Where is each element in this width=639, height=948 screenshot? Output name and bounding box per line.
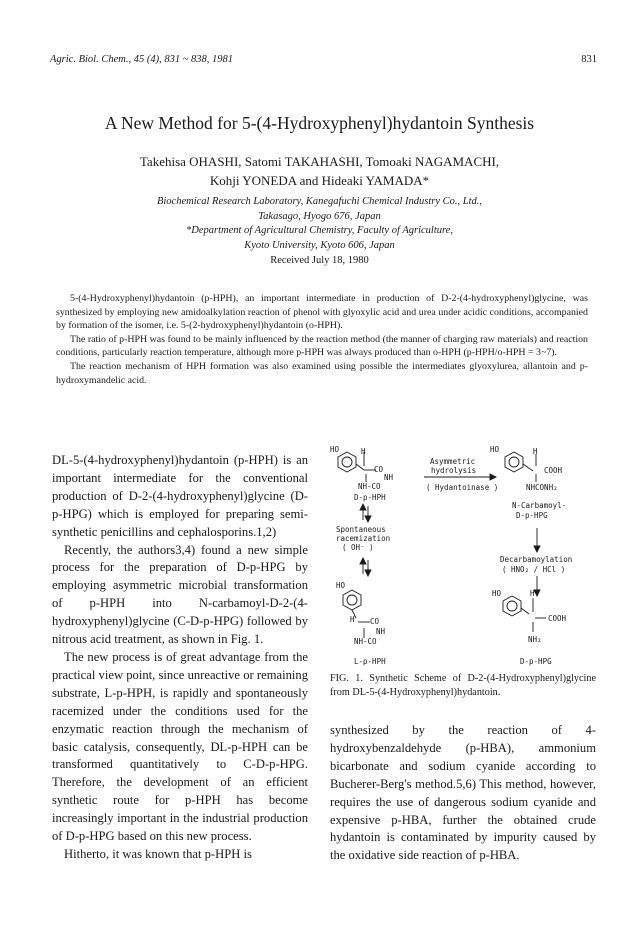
label-ncarbamoyl-dphpg: D-p-HPG — [516, 511, 548, 520]
abstract — [56, 292, 588, 387]
body-right-paragraph-1: synthesized by the reaction of 4-hydroxybenzaldehyde (p-HBA), ammonium bicarbonate and sodium cyanide according to Bucherer-Berg's method.5,6) This method, however, requires the use of dangerous sodium cyanide and expensive p-HBA, further the obtained crude hydantoin is contaminated by impurity caused by the oxidative side reaction of p-HBA. — [330, 723, 596, 863]
label-lphph: L-p-HPH — [354, 657, 386, 666]
affiliation-line-1: Biochemical Research Laboratory, Kanegafuchi Chemical Industry Co., Ltd., — [156, 196, 483, 207]
label-spontaneous: Spontaneous — [336, 525, 386, 534]
figure-caption: FIG. 1. Synthetic Scheme of D-2-(4-Hydroxyphenyl)glycine from DL-5-(4-Hydroxyphenyl)hydantoin. — [330, 673, 596, 698]
received-date: Received July 18, 1980 — [270, 255, 369, 266]
label-reagent: ( HNO₂ / HCl ) — [502, 565, 566, 574]
affiliations — [0, 195, 639, 253]
body-paragraph-3: The new process is of great advantage from the practical view point, since unreactive or remaining substrate, L-p-HPH, is rapidly and spontaneously racemized under the conditions used for the enzymatic reaction through the mechanism of basic catalysis, consequently, DL-p-HPH can be transformed quantitatively to C-D-p-HPG. Therefore, the development of an efficient synthetic route for p-HPH has become increasingly important in the industrial production of D-p-HPG based on this new process. — [52, 649, 308, 844]
label-h-1: H — [361, 447, 366, 456]
body-paragraph-1: DL-5-(4-hydroxyphenyl)hydantoin (p-HPH) is an important intermediate for the conventional production of D-2-(4-hydroxyphenyl)glycine (D-p-HPG) which is employed for preparing semi-synthetic penicillins and cephalosporins.1,2) — [52, 453, 308, 539]
label-dphpg: D-p-HPG — [520, 657, 552, 666]
label-nhco-1: NH-CO — [358, 482, 381, 491]
author-line-2: Kohji YONEDA and Hideaki YAMADA* — [209, 173, 430, 188]
label-nh2: NH₂ — [528, 635, 542, 644]
author-line-1: Takehisa OHASHI, Satomi TAKAHASHI, Tomoaki NAGAMACHI, — [139, 154, 500, 169]
label-ncarbamoyl: N-Carbamoyl- — [512, 501, 567, 510]
abstract-paragraph-1: 5-(4-Hydroxyphenyl)hydantoin (p-HPH), an important intermediate in production of D-2-(4-hydroxyphenyl)glycine, was synthesized by employing new amidoalkylation reaction of phenol with glyoxylic acid and urea under acidic conditions, accompanied by formation of the isomer, i.e. 5-(2-hydroxyphenyl)hydantoin (o-HPH). — [56, 293, 588, 332]
paper-title: A New Method for 5-(4-Hydroxyphenyl)hydantoin Synthesis — [104, 113, 535, 133]
label-ho-1: HO — [330, 446, 340, 454]
label-co-3: CO — [370, 617, 380, 626]
label-nhco-3: NH-CO — [354, 637, 377, 646]
abstract-paragraph-2: The ratio of p-HPH was found to be mainly influenced by the reaction method (the manner of charging raw materials) and reaction conditions, particularly reaction temperature, although more p-HPH was always produced than o-HPH (p-HPH/o-HPH = 3~7). — [56, 333, 588, 359]
affiliation-line-2: Takasago, Hyogo 676, Japan — [258, 210, 381, 222]
label-decarbamoylation: Decarbamoylation — [500, 555, 573, 564]
label-hydantoinase: ( Hydantoinase ) — [426, 483, 499, 492]
label-h-4: H — [530, 589, 535, 598]
running-header-journal: Agric. Biol. Chem., 45 (4), 831 ~ 838, 1981 — [50, 54, 233, 65]
body-paragraph-2: Recently, the authors3,4) found a new simple process for the preparation of D-p-HPG by employing asymmetric microbial transformation of p-HPH into N-carbamoyl-D-2-(4-hydroxyphenyl)glycine (C-D-p-HPG) followed by nitrous acid treatment, as shown in Fig. 1. — [52, 542, 308, 647]
label-oh: ( OH⁻ ) — [342, 543, 374, 552]
label-asymmetric: Asymmetric — [430, 457, 476, 466]
benzene-ring-lphph — [343, 590, 361, 610]
label-racemization: racemization — [336, 534, 391, 543]
label-hydrolysis: hydrolysis — [431, 466, 477, 475]
label-co-1: CO — [374, 465, 384, 474]
label-dphph: D-p-HPH — [354, 493, 386, 502]
benzene-ring-ncarbamoyl — [505, 452, 523, 472]
body-left-column — [52, 452, 308, 864]
reaction-scheme-figure — [330, 446, 596, 668]
label-nh-3: NH — [376, 627, 386, 636]
label-nhconh2: NHCONH₂ — [526, 483, 558, 492]
affiliation-line-4: Kyoto University, Kyoto 606, Japan — [244, 239, 395, 251]
label-h-2: H — [533, 447, 538, 456]
label-ho-3: HO — [336, 581, 346, 590]
label-cooh-1: COOH — [544, 466, 563, 475]
affiliation-line-3: *Department of Agricultural Chemistry, Faculty of Agriculture, — [186, 225, 453, 236]
body-right-column — [330, 722, 596, 865]
label-ho-4: HO — [492, 589, 502, 598]
label-nh-1: NH — [384, 473, 394, 482]
abstract-paragraph-3: The reaction mechanism of HPH formation was also examined using possible the intermediates glyoxylurea, allantoin and p-hydroxymandelic acid. — [56, 360, 588, 386]
benzene-ring-dphpg — [503, 596, 521, 616]
author-list — [0, 152, 639, 190]
body-paragraph-4: Hitherto, it was known that p-HPH is — [64, 846, 252, 861]
label-ho-2: HO — [490, 446, 500, 454]
label-h-3: H — [350, 615, 355, 624]
label-cooh-2: COOH — [548, 614, 567, 623]
benzene-ring-dphph — [338, 452, 356, 472]
page-number: 831 — [581, 54, 597, 65]
